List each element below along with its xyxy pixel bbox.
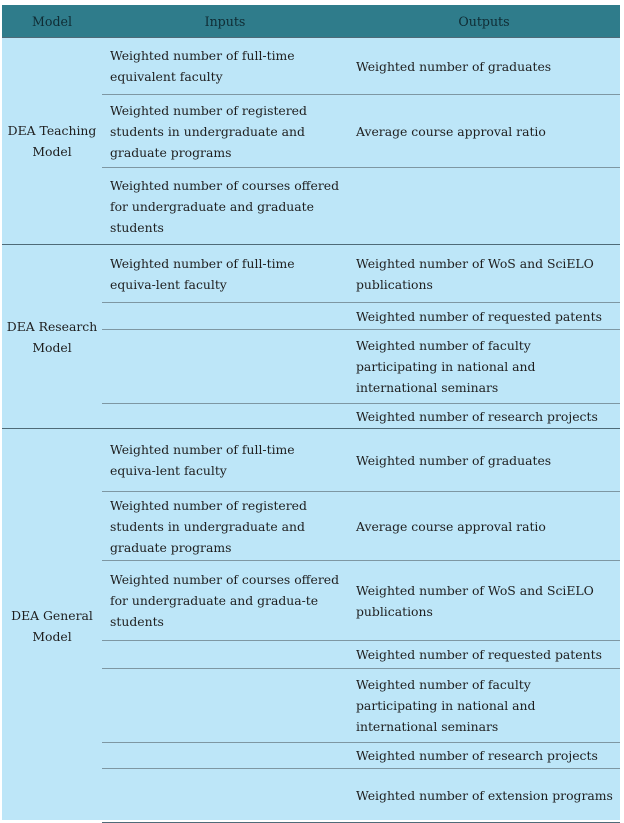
- input-cell: [102, 404, 348, 429]
- model-label: DEA Research Model: [6, 318, 98, 355]
- input-cell: [102, 669, 348, 743]
- input-cell: Weighted number of full-time equivalent faculty: [102, 38, 348, 95]
- input-cell: [102, 303, 348, 330]
- model-label: DEA Teaching Model: [7, 123, 97, 159]
- output-cell: Average course approval ratio: [348, 95, 620, 168]
- output-cell: Weighted number of faculty participating in national and international seminars: [348, 330, 620, 404]
- input-cell: [102, 769, 348, 823]
- input-cell: Weighted number of courses offered for undergraduate and gradua-te students: [102, 561, 348, 641]
- table-row: [2, 429, 620, 492]
- header-row: [2, 5, 620, 38]
- output-cell: [348, 168, 620, 245]
- dea-models-table: [2, 5, 620, 823]
- output-cell: Weighted number of research projects: [348, 743, 620, 769]
- model-cell-teaching: [2, 38, 102, 245]
- input-cell: Weighted number of courses offered for undergraduate and graduate students: [102, 168, 348, 245]
- input-cell: Weighted number of full-time equiva-lent faculty: [102, 429, 348, 492]
- output-cell: Weighted number of graduates: [348, 38, 620, 95]
- model-label: DEA General Model: [11, 607, 93, 644]
- output-cell: Weighted number of graduates: [348, 429, 620, 492]
- input-cell: Weighted number of registered students in undergraduate and graduate programs: [102, 95, 348, 168]
- table-row: [2, 245, 620, 303]
- output-cell: Weighted number of WoS and SciELO publications: [348, 561, 620, 641]
- output-cell: Weighted number of faculty participating in national and international seminars: [348, 669, 620, 743]
- output-cell: Weighted number of extension programs: [348, 769, 620, 823]
- header-inputs: Inputs: [102, 5, 348, 38]
- output-cell: Weighted number of requested patents: [348, 303, 620, 330]
- model-cell-general: [2, 429, 102, 823]
- header-model: Model: [2, 5, 102, 38]
- output-cell: Weighted number of WoS and SciELO publications: [348, 245, 620, 303]
- model-cell-research: [2, 245, 102, 429]
- output-cell: Average course approval ratio: [348, 492, 620, 561]
- dea-models-table-container: [2, 5, 620, 820]
- output-cell: Weighted number of research projects: [348, 404, 620, 429]
- input-cell: [102, 330, 348, 404]
- input-cell: Weighted number of registered students in undergraduate and graduate programs: [102, 492, 348, 561]
- output-cell: Weighted number of requested patents: [348, 641, 620, 669]
- input-cell: [102, 743, 348, 769]
- input-cell: Weighted number of full-time equiva-lent faculty: [102, 245, 348, 303]
- input-cell: [102, 641, 348, 669]
- table-row: [2, 38, 620, 95]
- header-outputs: Outputs: [348, 5, 620, 38]
